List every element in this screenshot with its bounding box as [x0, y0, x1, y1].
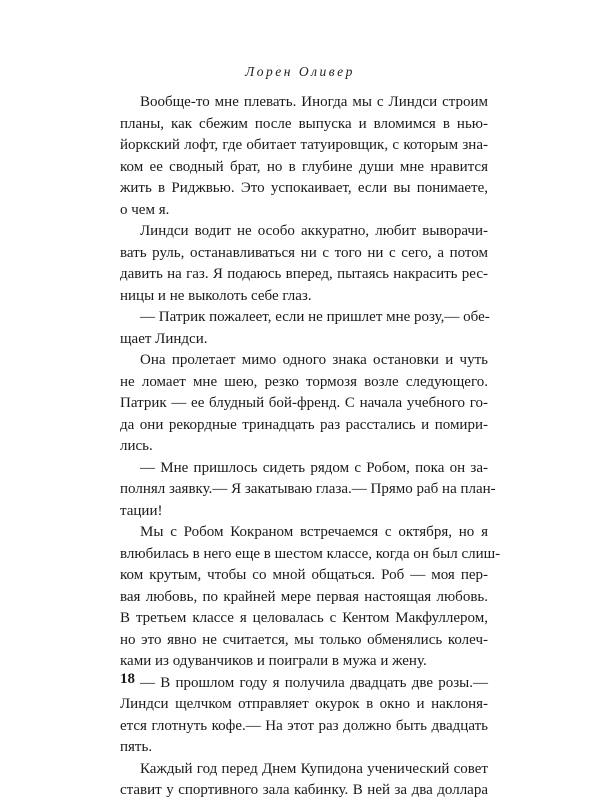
running-header: Лорен Оливер — [245, 64, 355, 79]
text-line: тации! — [120, 502, 163, 519]
text-line: Линдси водит не особо аккуратно, любит выворачи- — [140, 223, 488, 239]
text-line: ставит у спортивного зала кабинку. В ней за два доллара — [120, 782, 488, 798]
text-line: Линдси щелчком отправляет окурок в окно и наклоня- — [120, 696, 488, 712]
text-line: Мы с Робом Кокраном встречаемся с октября, но я — [140, 524, 488, 540]
text-line: влюбилась в него еще в шестом классе, когда он был слиш- — [120, 545, 501, 562]
text-line: — Патрик пожалеет, если не пришлет мне розу,— обе- — [140, 309, 490, 325]
text-line: Каждый год перед Днем Купидона ученический совет — [140, 760, 488, 777]
text-line: полнял заявку.— Я закатываю глаза.— Прямо раб на план- — [120, 481, 496, 497]
text-line: да они рекордные тринадцать раз расстались и помири- — [120, 416, 488, 433]
text-line: пять. — [120, 739, 153, 755]
text-line: лись. — [120, 438, 153, 454]
text-line: вать руль, останавливаться ни с того ни с сего, а потом — [120, 244, 488, 261]
text-line: ком ее сводный брат, но в глубине души мне нравится — [120, 158, 488, 175]
text-line: вая любовь, по крайней мере первая настоящая любовь. — [120, 588, 488, 605]
text-line: давить на газ. Я подаюсь вперед, пытаясь накрасить рес- — [120, 266, 488, 282]
text-line: йоркский лофт, где обитает татуировщик, с которым зна- — [120, 137, 488, 153]
text-line: Она пролетает мимо одного знака остановки и чуть — [140, 352, 488, 368]
text-line: ницы и не выколоть себе глаз. — [120, 287, 312, 304]
text-line: В третьем классе я целовалась с Кентом Макфуллером, — [120, 610, 488, 626]
text-line: планы, как сбежим после выпуска и вломимся в нью- — [120, 115, 488, 132]
text-line: не ломает мне шею, резко тормозя возле следующего. — [120, 373, 488, 390]
text-line: — В прошлом году я получила двадцать две розы.— — [140, 674, 488, 691]
text-line: ками из одуванчиков и поиграли в мужа и жену. — [120, 653, 427, 669]
text-line: — Мне пришлось сидеть рядом с Робом, пока он за- — [140, 459, 488, 476]
page-number: 18 — [120, 671, 135, 687]
text-line: Патрик — ее блудный бой-френд. С начала учебного го- — [120, 395, 488, 411]
text-line: щает Линдси. — [120, 330, 208, 347]
text-line: жить в Риджвью. Это успокаивает, если вы понимаете, — [120, 180, 488, 196]
body-text — [120, 92, 501, 802]
text-line: ется глотнуть кофе.— На этот раз должно быть двадцать — [120, 717, 488, 734]
text-line: ком крутым, чтобы со мной общаться. Роб — моя пер- — [120, 567, 488, 583]
text-line: Вообще-то мне плевать. Иногда мы с Линдси строим — [140, 94, 488, 110]
text-line: о чем я. — [120, 201, 170, 218]
text-line: но это явно не считается, мы только обменялись колеч- — [120, 631, 488, 648]
